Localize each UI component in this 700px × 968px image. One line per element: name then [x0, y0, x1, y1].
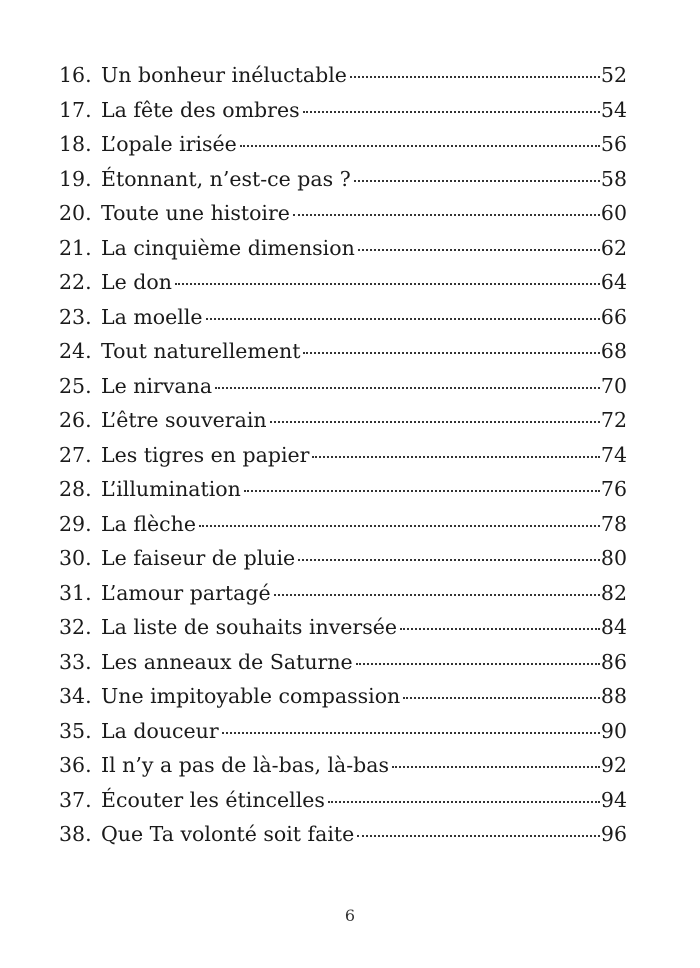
entry-page-number: 96 — [600, 822, 627, 846]
dot-leader — [215, 368, 600, 388]
entry-title: La flèche — [101, 511, 196, 536]
table-of-contents — [59, 58, 627, 852]
entry-number: 28. — [59, 477, 92, 501]
entry-number: 16. — [59, 63, 92, 87]
dot-leader — [392, 748, 600, 768]
entry-page-number: 56 — [600, 132, 627, 156]
dot-leader — [303, 92, 600, 112]
entry-page-number: 82 — [600, 580, 627, 605]
toc-entry[interactable] — [59, 162, 627, 197]
entry-title: Un bonheur inéluctable — [101, 63, 347, 87]
dot-leader — [298, 541, 600, 561]
entry-number: 38. — [59, 822, 92, 846]
dot-leader — [293, 196, 600, 216]
toc-entry[interactable] — [59, 472, 627, 507]
dot-leader — [240, 127, 600, 147]
entry-number: 20. — [59, 201, 92, 225]
entry-number: 34. — [59, 684, 92, 708]
dot-leader — [303, 334, 599, 354]
entry-number: 17. — [59, 97, 92, 122]
entry-page-number: 66 — [600, 304, 627, 329]
dot-leader — [356, 644, 600, 664]
toc-entry[interactable] — [59, 231, 627, 266]
toc-entry[interactable] — [59, 748, 627, 783]
dot-leader — [312, 437, 599, 457]
toc-entry[interactable] — [59, 576, 627, 611]
entry-number: 37. — [59, 787, 92, 812]
entry-number: 35. — [59, 718, 92, 743]
toc-entry[interactable] — [59, 196, 627, 231]
toc-entry[interactable] — [59, 58, 627, 93]
entry-number: 29. — [59, 511, 92, 536]
entry-title: Il n’y a pas de là-bas, là-bas — [101, 753, 390, 777]
toc-entry[interactable] — [59, 300, 627, 335]
entry-page-number: 78 — [600, 511, 627, 536]
entry-title: L’opale irisée — [101, 132, 237, 156]
entry-title: Tout naturellement — [101, 339, 301, 363]
entry-number: 36. — [59, 753, 92, 777]
entry-page-number: 80 — [600, 546, 627, 570]
entry-title: Les anneaux de Saturne — [101, 649, 353, 674]
entry-number: 32. — [59, 615, 92, 639]
dot-leader — [244, 472, 600, 492]
entry-page-number: 70 — [600, 373, 627, 398]
dot-leader — [222, 713, 600, 733]
entry-title: L’être souverain — [101, 408, 267, 432]
entry-page-number: 74 — [600, 442, 627, 467]
entry-title: L’illumination — [101, 477, 241, 501]
toc-entry[interactable] — [59, 783, 627, 818]
entry-number: 33. — [59, 649, 92, 674]
entry-title: Une impitoyable compassion — [101, 684, 401, 708]
entry-title: Que Ta volonté soit faite — [101, 822, 355, 846]
dot-leader — [175, 265, 600, 285]
toc-entry[interactable] — [59, 265, 627, 300]
entry-title: Étonnant, n’est-ce pas ? — [101, 166, 351, 191]
toc-entry[interactable] — [59, 714, 627, 749]
entry-page-number: 54 — [600, 97, 627, 122]
toc-entry[interactable] — [59, 645, 627, 680]
entry-title: Le faiseur de pluie — [101, 546, 296, 570]
entry-number: 18. — [59, 132, 92, 156]
entry-title: La cinquième dimension — [101, 235, 355, 260]
entry-title: La douceur — [101, 718, 219, 743]
entry-title: La fête des ombres — [101, 97, 300, 122]
toc-entry[interactable] — [59, 541, 627, 576]
toc-entry[interactable] — [59, 438, 627, 473]
toc-entry[interactable] — [59, 369, 627, 404]
dot-leader — [199, 506, 600, 526]
entry-number: 21. — [59, 235, 92, 260]
toc-entry[interactable] — [59, 403, 627, 438]
entry-page-number: 62 — [600, 235, 627, 260]
dot-leader — [357, 817, 600, 837]
entry-title: Les tigres en papier — [101, 442, 310, 467]
dot-leader — [274, 575, 600, 595]
toc-entry[interactable] — [59, 610, 627, 645]
entry-page-number: 72 — [600, 408, 627, 432]
entry-page-number: 58 — [600, 166, 627, 191]
dot-leader — [358, 230, 600, 250]
entry-number: 22. — [59, 270, 92, 294]
entry-title: Toute une histoire — [101, 201, 290, 225]
dot-leader — [206, 299, 600, 319]
entry-title: La moelle — [101, 304, 203, 329]
entry-number: 26. — [59, 408, 92, 432]
dot-leader — [354, 161, 600, 181]
entry-page-number: 52 — [600, 63, 627, 87]
entry-number: 23. — [59, 304, 92, 329]
entry-page-number: 84 — [600, 615, 627, 639]
entry-number: 25. — [59, 373, 92, 398]
toc-entry[interactable] — [59, 334, 627, 369]
entry-number: 19. — [59, 166, 92, 191]
dot-leader — [350, 58, 600, 78]
toc-entry[interactable] — [59, 679, 627, 714]
dot-leader — [328, 782, 600, 802]
entry-page-number: 92 — [600, 753, 627, 777]
entry-page-number: 88 — [600, 684, 627, 708]
toc-entry[interactable] — [59, 817, 627, 852]
entry-title: Écouter les étincelles — [101, 787, 325, 812]
entry-title: La liste de souhaits inversée — [101, 615, 398, 639]
entry-page-number: 90 — [600, 718, 627, 743]
entry-page-number: 76 — [600, 477, 627, 501]
entry-page-number: 64 — [600, 270, 627, 294]
toc-entry[interactable] — [59, 507, 627, 542]
entry-number: 30. — [59, 546, 92, 570]
entry-title: Le nirvana — [101, 373, 213, 398]
toc-entry[interactable] — [59, 93, 627, 128]
entry-number: 31. — [59, 580, 92, 605]
entry-number: 27. — [59, 442, 92, 467]
dot-leader — [270, 403, 600, 423]
dot-leader — [403, 679, 600, 699]
entry-page-number: 68 — [600, 339, 627, 363]
page-number: 6 — [344, 906, 356, 925]
entry-page-number: 86 — [600, 649, 627, 674]
entry-page-number: 60 — [600, 201, 627, 225]
dot-leader — [400, 610, 600, 630]
entry-page-number: 94 — [600, 787, 627, 812]
entry-number: 24. — [59, 339, 92, 363]
toc-entry[interactable] — [59, 127, 627, 162]
entry-title: Le don — [101, 270, 172, 294]
entry-title: L’amour partagé — [101, 580, 271, 605]
